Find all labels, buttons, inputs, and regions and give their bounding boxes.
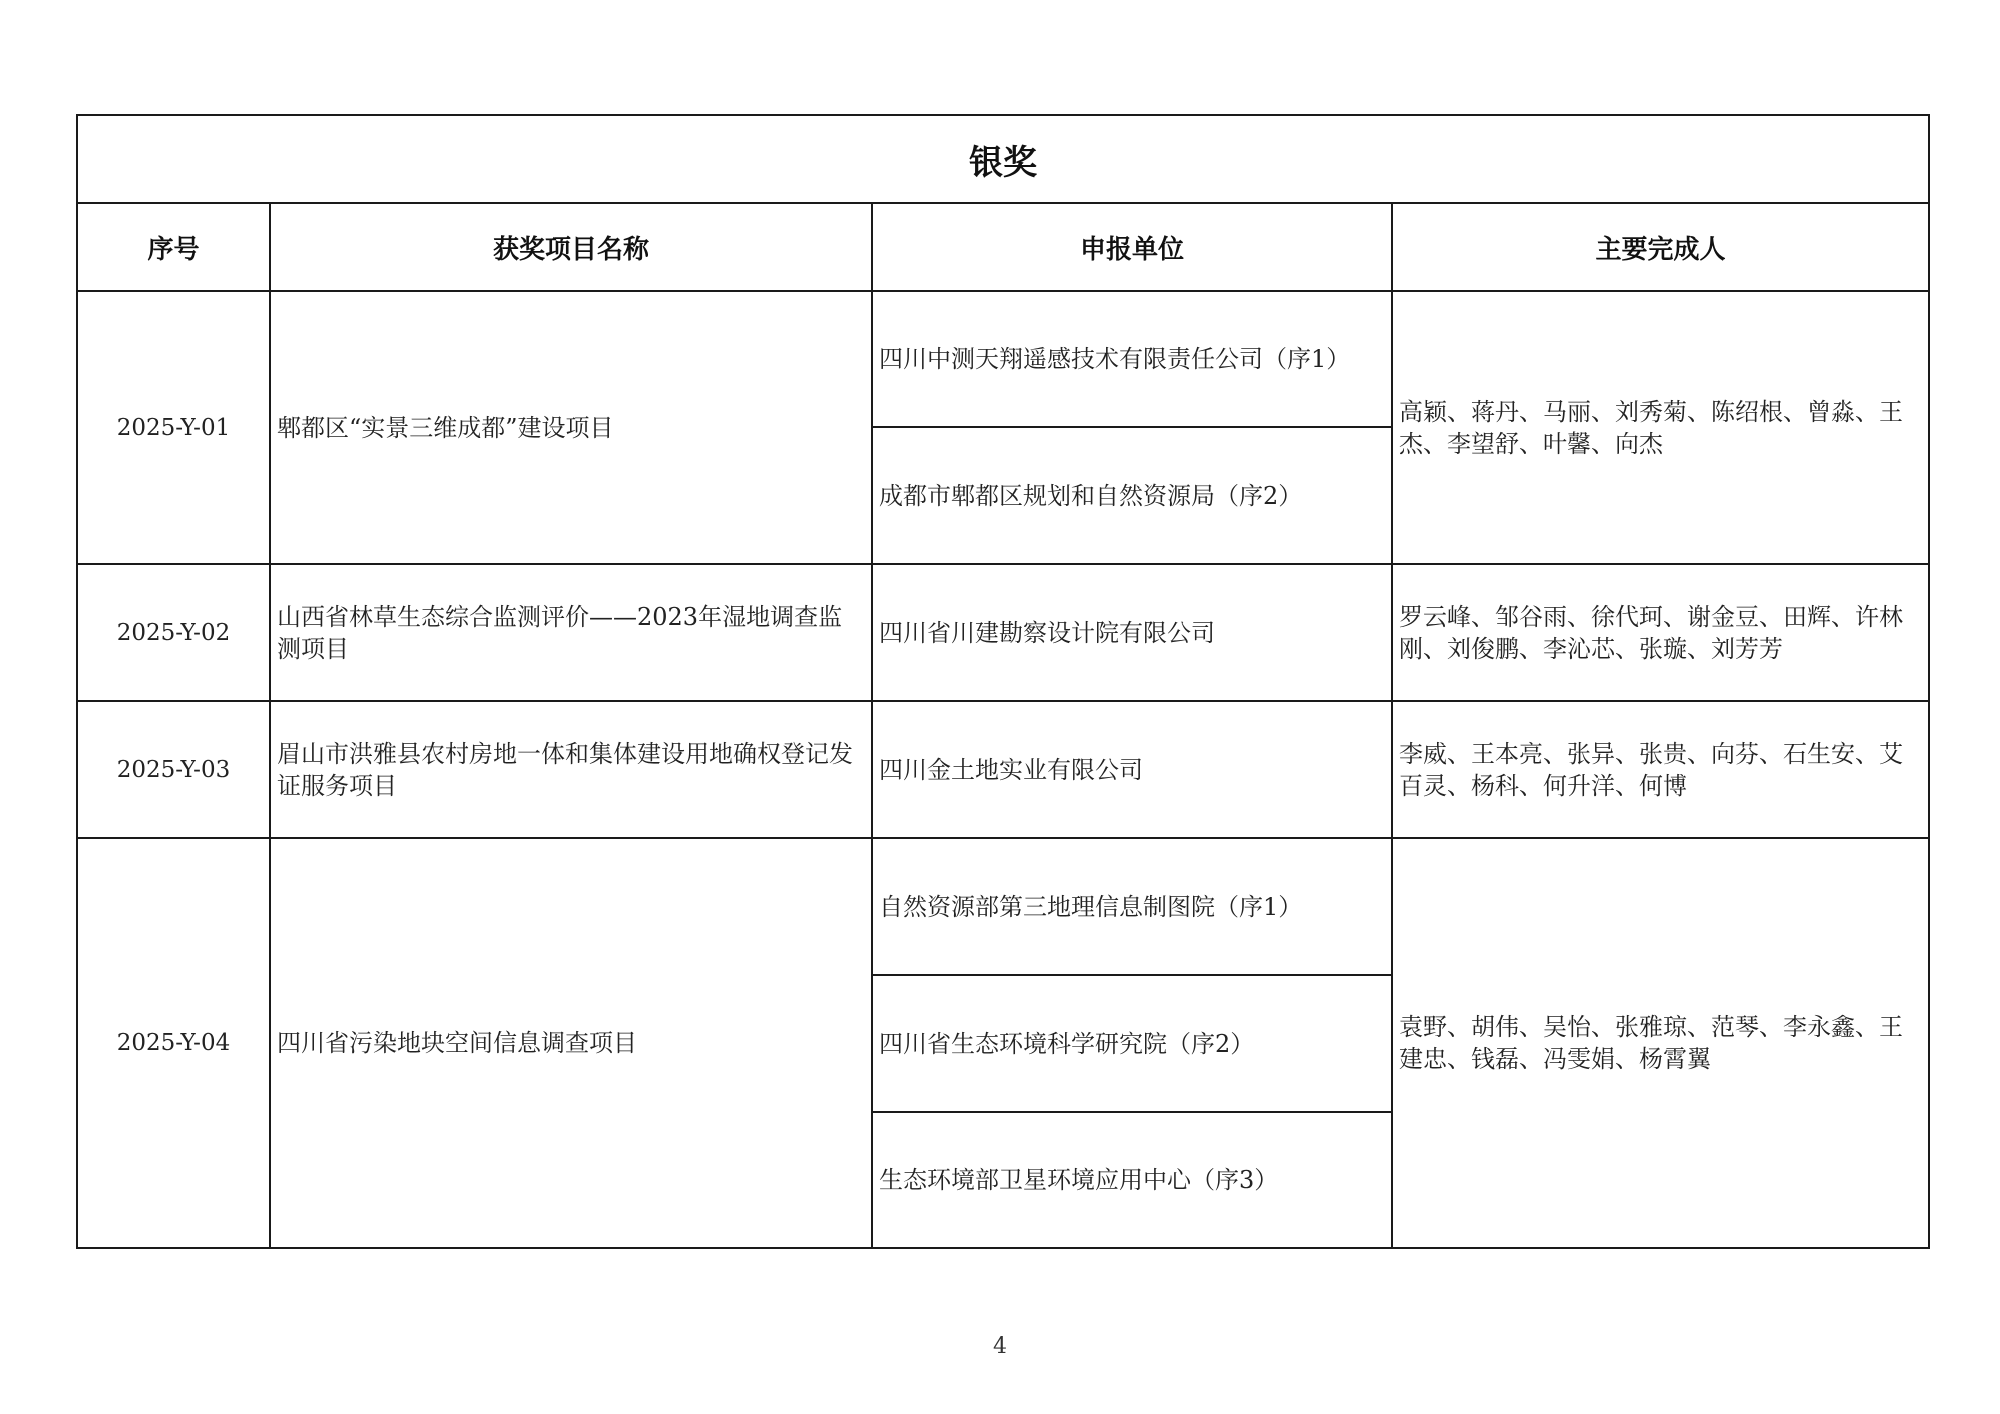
- row-unit: 四川金土地实业有限公司: [872, 701, 1392, 838]
- header-unit: 申报单位: [872, 203, 1392, 291]
- row-seq: 2025-Y-01: [77, 291, 270, 564]
- header-people: 主要完成人: [1392, 203, 1929, 291]
- row-unit: 生态环境部卫星环境应用中心（序3）: [872, 1112, 1392, 1248]
- row-people: 李威、王本亮、张异、张贵、向芬、石生安、艾百灵、杨科、何升洋、何博: [1392, 701, 1929, 838]
- table-header-row: [77, 203, 1929, 291]
- row-people: 罗云峰、邹谷雨、徐代珂、谢金豆、田辉、许林刚、刘俊鹏、李沁芯、张璇、刘芳芳: [1392, 564, 1929, 701]
- row-unit: 四川中测天翔遥感技术有限责任公司（序1）: [872, 291, 1392, 427]
- silver-award-table: [76, 114, 1930, 1249]
- row-seq: 2025-Y-04: [77, 838, 270, 1248]
- table-title: 银奖: [77, 115, 1929, 203]
- row-seq: 2025-Y-02: [77, 564, 270, 701]
- page-number: 4: [993, 1334, 1007, 1359]
- table-row: [77, 564, 1929, 701]
- row-project: 四川省污染地块空间信息调查项目: [270, 838, 872, 1248]
- table-title-row: [77, 115, 1929, 203]
- header-project: 获奖项目名称: [270, 203, 872, 291]
- row-project: 山西省林草生态综合监测评价——2023年湿地调查监测项目: [270, 564, 872, 701]
- row-unit: 自然资源部第三地理信息制图院（序1）: [872, 838, 1392, 975]
- row-project: 郫都区“实景三维成都”建设项目: [270, 291, 872, 564]
- row-seq: 2025-Y-03: [77, 701, 270, 838]
- row-unit: 成都市郫都区规划和自然资源局（序2）: [872, 427, 1392, 564]
- row-people: 袁野、胡伟、吴怡、张雅琼、范琴、李永鑫、王建忠、钱磊、冯雯娟、杨霄翼: [1392, 838, 1929, 1248]
- row-unit: 四川省生态环境科学研究院（序2）: [872, 975, 1392, 1112]
- header-seq: 序号: [77, 203, 270, 291]
- table-row: [77, 701, 1929, 838]
- row-project: 眉山市洪雅县农村房地一体和集体建设用地确权登记发证服务项目: [270, 701, 872, 838]
- row-unit: 四川省川建勘察设计院有限公司: [872, 564, 1392, 701]
- table-row: [77, 291, 1929, 427]
- table-row: [77, 838, 1929, 975]
- row-people: 高颖、蒋丹、马丽、刘秀菊、陈绍根、曾淼、王杰、李望舒、叶馨、向杰: [1392, 291, 1929, 564]
